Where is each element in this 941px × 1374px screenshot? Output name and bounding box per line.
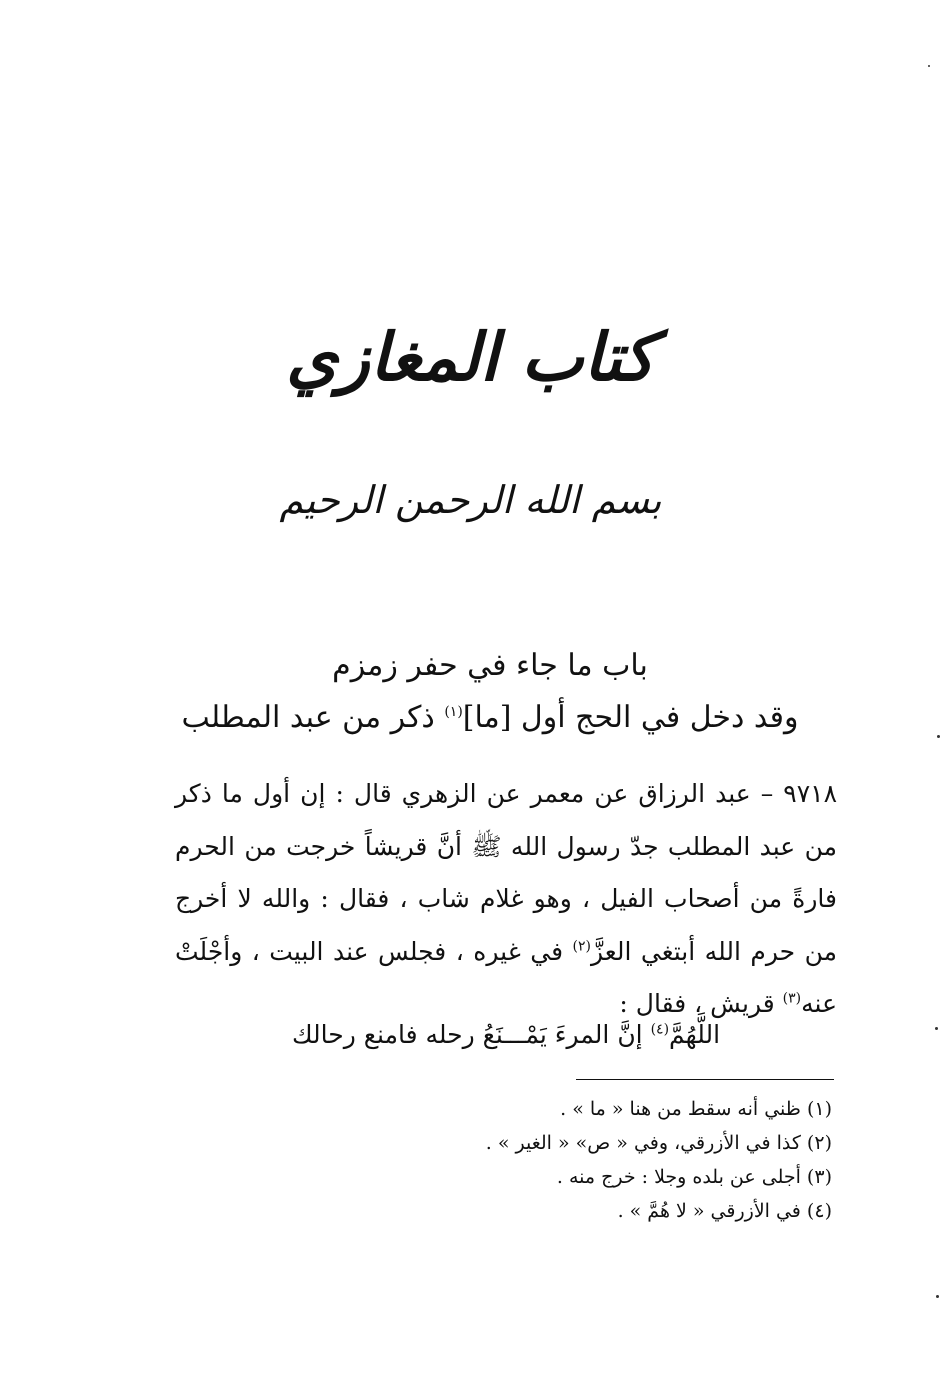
footnote-divider	[576, 1079, 834, 1080]
book-title: كتاب المغازي	[286, 318, 655, 396]
hadith-text-part: قريش ، فقال :	[619, 989, 783, 1018]
chapter-heading-text: ذكر من عبد المطلب	[181, 700, 445, 735]
footnote-ref-1[interactable]: (١)	[444, 704, 463, 720]
scan-speck	[935, 1027, 938, 1030]
footnote-item: (٢) كذا في الأزرقي، وفي « ص» « الغير » .	[485, 1132, 832, 1154]
scan-speck	[928, 65, 930, 67]
basmala: بسم الله الرحمن الرحيم	[279, 478, 662, 522]
footnotes	[300, 1092, 832, 1228]
poem-word: اللَّهُمَّ	[669, 1020, 721, 1049]
footnote-item: (٤) في الأزرقي « لا هُمَّ » .	[617, 1200, 832, 1222]
poem-verse	[175, 1020, 837, 1049]
footnote-ref-4[interactable]: (٤)	[650, 1021, 670, 1038]
footnote-ref-2[interactable]: (٢)	[572, 938, 591, 955]
footnote-ref-3[interactable]: (٣)	[782, 990, 802, 1007]
chapter-heading-text: باب ما جاء في حفر زمزم	[332, 648, 648, 683]
hadith-text-part: في غيره ، فجلس عند البيت ، وأجْلَتْ عنه	[175, 936, 837, 1018]
footnote-item: (٣) أجلى عن بلده وجلا : خرج منه .	[556, 1166, 832, 1188]
chapter-heading-line-2	[150, 700, 830, 735]
hadith-text-part: ٩٧١٨ – عبد الرزاق عن معمر عن الزهري قال : إن أول ما ذكر من عبد المطلب جدّ رسول الله ﷺ أنَّ قريشاً خرجت من الحرم فارةً من أصحاب الفيل ، وهو غلام شاب ، فقال : والله لا أخرج من حرم الله أبتغي العزَّ	[175, 779, 838, 966]
footnote-item: (١) ظني أنه سقط من هنا « ما » .	[560, 1098, 832, 1120]
poem-text: إنَّ المرءَ يَمْـــنَعُ رحله فامنع رحالك	[291, 1020, 651, 1049]
chapter-heading-line-1	[150, 648, 830, 683]
scan-speck	[936, 1295, 939, 1298]
hadith-text	[175, 768, 837, 1031]
chapter-heading-text: وقد دخل في الحج أول [ما]	[462, 700, 799, 735]
scan-speck	[937, 735, 940, 738]
